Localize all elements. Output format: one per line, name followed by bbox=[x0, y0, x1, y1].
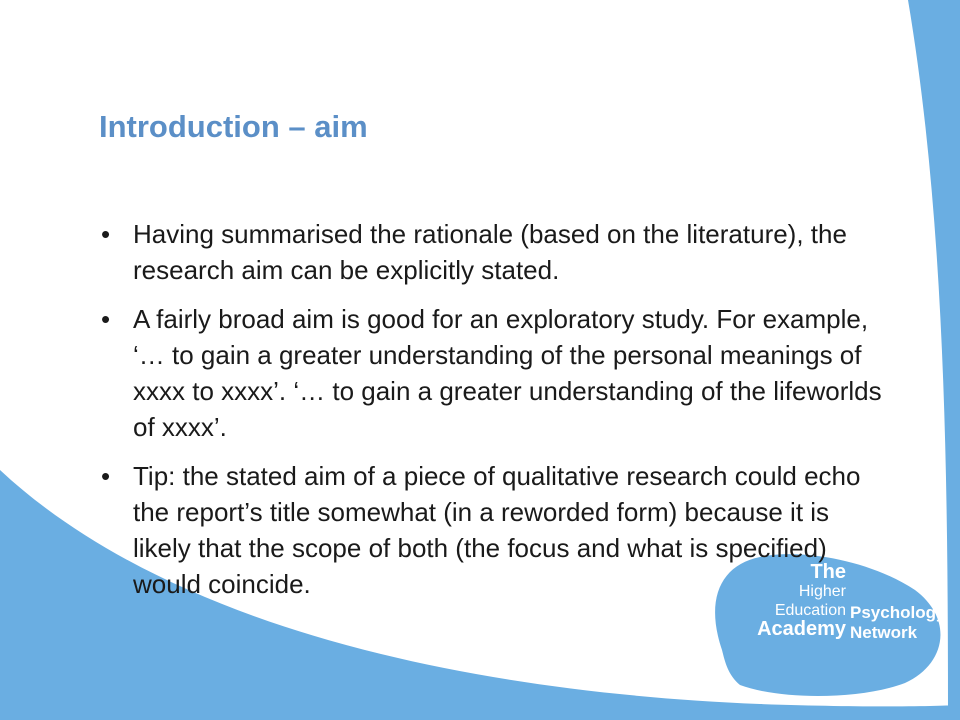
bullet-text: A fairly broad aim is good for an exploratory study. For example, ‘… to gain a greater understanding of the personal meanings of xxxx to xxxx’. ‘… to gain a greater understanding of the lifeworlds of xxxx’. bbox=[133, 304, 882, 442]
logo-word: Higher bbox=[798, 583, 846, 600]
bullet-item bbox=[101, 216, 891, 288]
bullet-text: Having summarised the rationale (based on the literature), the research aim can be explicitly stated. bbox=[133, 219, 847, 285]
bullet-icon: • bbox=[101, 219, 111, 249]
logo-word: Psychology bbox=[850, 603, 946, 622]
hea-psychology-network-logo bbox=[744, 563, 954, 673]
slide-title: Introduction – aim bbox=[99, 109, 368, 144]
bullet-item bbox=[101, 301, 891, 445]
bullet-list bbox=[101, 216, 891, 615]
bullet-text: Tip: the stated aim of a piece of qualitative research could echo the report’s title somewhat (in a reworded form) because it is likely that the scope of both (the focus and what is specified) would coincide. bbox=[133, 461, 861, 599]
logo-word: Academy bbox=[757, 618, 846, 640]
bullet-icon: • bbox=[101, 304, 111, 334]
logo-word: Education bbox=[774, 602, 846, 619]
bullet-icon: • bbox=[101, 461, 111, 491]
hea-logo-text bbox=[744, 563, 846, 639]
logo-word: Network bbox=[850, 623, 918, 642]
psychology-network-logo-text bbox=[850, 603, 945, 643]
logo-word: The bbox=[810, 561, 846, 583]
